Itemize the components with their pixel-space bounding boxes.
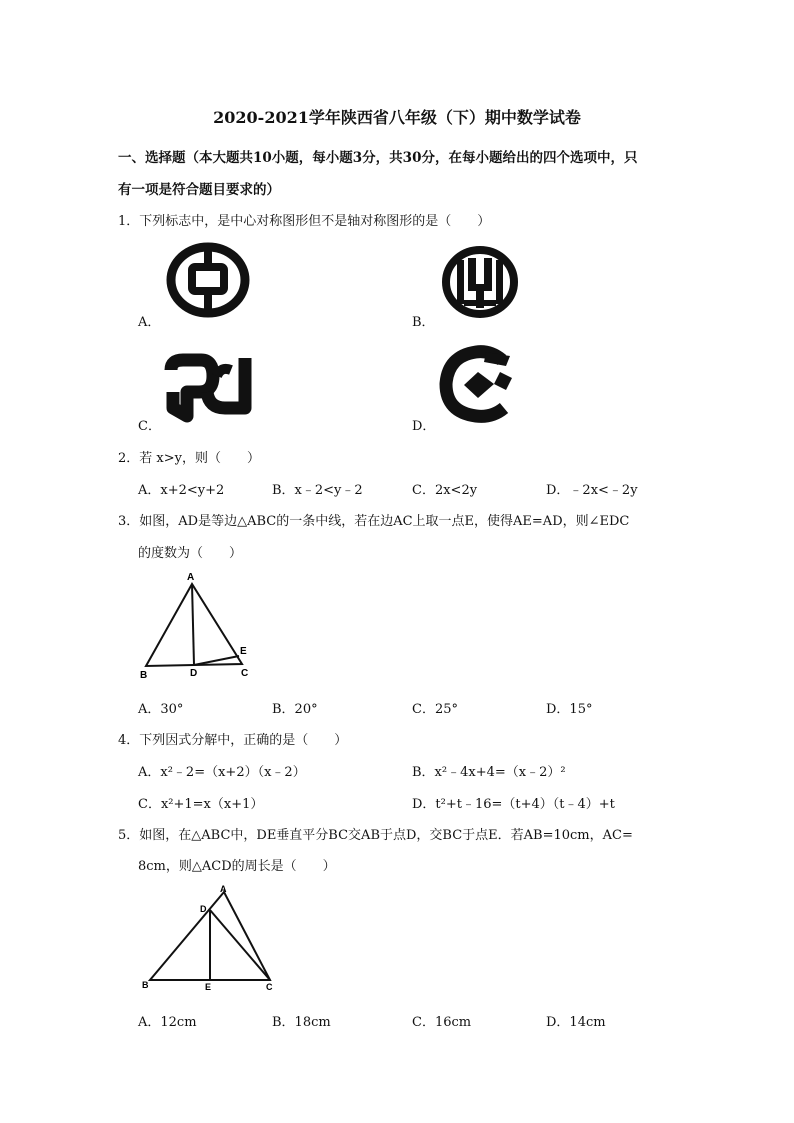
q1-stem: 1．下列标志中，是中心对称图形但不是轴对称图形的是（ ） [118,214,491,229]
q3-option-d: D．15° [546,702,593,717]
q5-option-a: A．12cm [138,1015,197,1030]
q5-triangle-figure [138,884,288,996]
q5-label-a: A [220,884,227,894]
q3-option-a: A．30° [138,702,184,717]
q2-option-b: B．x﹣2<y﹣2 [272,483,363,498]
q5-option-d: D．14cm [546,1015,606,1030]
q4-option-d: D．t²+t﹣16=（t+4）（t﹣4）+t [412,797,615,812]
section-heading-line2: 有一项是符合题目要求的） [118,182,280,198]
page-title: 2020-2021学年陕西省八年级（下）期中数学试卷 [213,108,581,127]
q3-label-d: D [190,668,198,679]
q3-option-b: B．20° [272,702,318,717]
q5-stem-line1: 5．如图，在△ABC中，DE垂直平分BC交AB于点D，交BC于点E．若AB=10cm，AC= [118,828,633,843]
q4-option-b: B．x²﹣4x+4=（x﹣2）² [412,765,566,780]
q5-label-d: D [200,904,207,914]
section-heading-line1: 一、选择题（本大题共10小题，每小题3分，共30分，在每小题给出的四个选项中，只 [118,150,638,166]
q3-stem-line1: 3．如图，AD是等边△ABC的一条中线，若在边AC上取一点E，使得AE=AD，则∠EDC [118,514,630,529]
q5-label-e: E [205,982,212,992]
logo-c-icon [165,352,255,424]
q5-option-c: C．16cm [412,1015,472,1030]
logo-a-icon [165,243,251,318]
q1-option-a: A． [138,315,161,330]
q3-label-c: C [241,668,249,679]
q5-label-b: B [142,980,149,990]
q2-stem: 2．若 x>y，则（ ） [118,451,260,466]
logo-d-icon [440,348,516,420]
q1-option-c: C． [138,419,161,434]
q3-label-b: B [140,670,148,681]
logo-b-icon [440,244,520,320]
q5-option-b: B．18cm [272,1015,331,1030]
q3-stem-line2: 的度数为（ ） [138,546,243,561]
q2-option-c: C．2x<2y [412,483,478,498]
q4-stem: 4．下列因式分解中，正确的是（ ） [118,733,348,748]
q5-label-c: C [266,982,273,992]
q4-option-c: C．x²+1=x（x+1） [138,797,264,812]
q5-stem-line2: 8cm，则△ACD的周长是（ ） [138,859,336,874]
q1-option-d: D． [412,419,436,434]
q1-option-b: B． [412,315,435,330]
q2-option-d: D．﹣2x<﹣2y [546,483,638,498]
q3-option-c: C．25° [412,702,458,717]
q2-option-a: A．x+2<y+2 [138,483,225,498]
q4-option-a: A．x²﹣2=（x+2）（x﹣2） [138,765,306,780]
q3-label-a: A [187,572,195,583]
q3-triangle-figure [138,570,258,682]
q3-label-e: E [240,646,247,657]
